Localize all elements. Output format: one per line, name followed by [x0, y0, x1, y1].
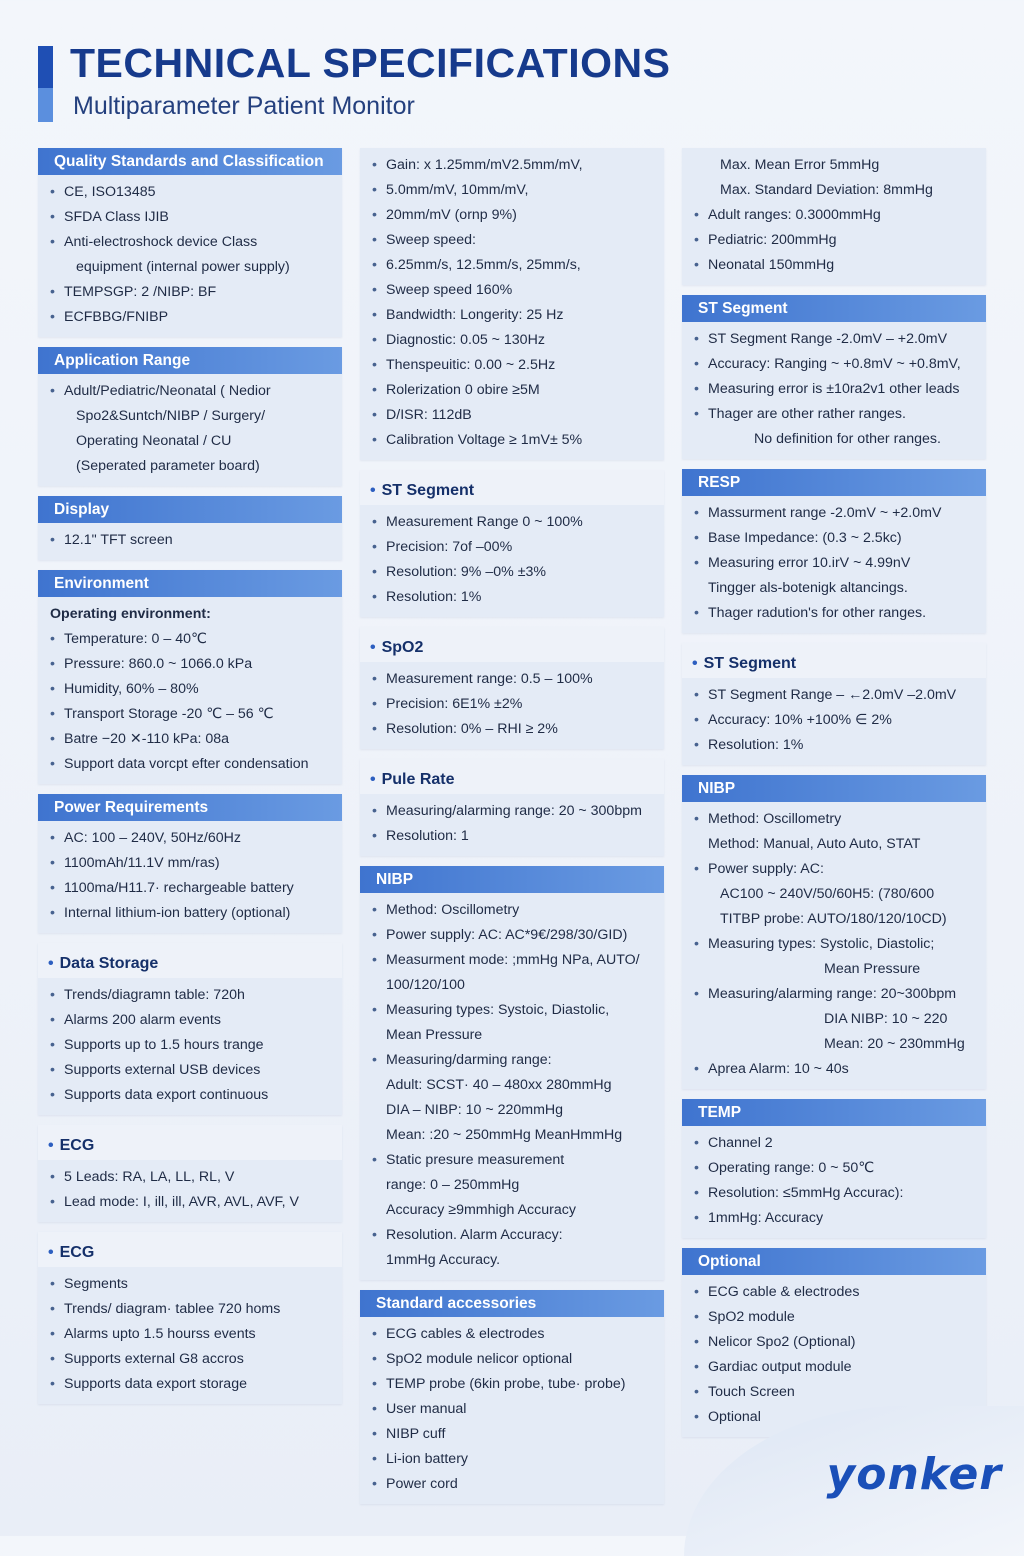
section-header: TEMP	[682, 1099, 986, 1126]
section-title: Data Storage	[59, 955, 159, 972]
spec-item: • NIBP cuff	[372, 1422, 660, 1447]
spec-section-data-storage	[38, 943, 342, 1115]
section-title: Pule Rate	[381, 771, 455, 788]
spec-item: • Method: Oscillometry	[372, 898, 660, 923]
section-header	[360, 627, 664, 662]
spec-section-power-requirements	[38, 794, 342, 933]
spec-item: • Pressure: 860.0 ~ 1066.0 kPa	[50, 652, 338, 677]
spec-item: Max. Standard Deviation: 8mmHg	[720, 182, 933, 198]
spec-item: • Anti-electroshock device Class	[50, 230, 338, 255]
spec-item: • Alarms upto 1.5 hourss events	[50, 1322, 338, 1347]
bullet-icon: •	[692, 655, 698, 672]
spec-item: • Resolution: 0% – RHI ≥ 2%	[372, 717, 660, 742]
spec-item: • Resolution: 9% –0% ±3%	[372, 560, 660, 585]
spec-item: Accuracy ≥9mmhigh Accuracy	[386, 1202, 576, 1218]
spec-item: • Thager are other rather ranges.	[694, 402, 982, 427]
spec-item: • Measuring error 10.irV ~ 4.99nV	[694, 551, 982, 576]
spec-item: • Resolution: 1%	[694, 733, 982, 758]
spec-list	[682, 148, 986, 278]
spec-item: • D/ISR: 112dB	[372, 403, 660, 428]
spec-item: • AC: 100 – 240V, 50Hz/60Hz	[50, 826, 338, 851]
spec-list	[682, 1126, 986, 1231]
spec-item: Adult: SCST· 40 – 480xx 280mmHg	[386, 1077, 612, 1093]
spec-item: No definition for other ranges.	[754, 431, 941, 447]
section-header	[360, 759, 664, 794]
section-header: Application Range	[38, 347, 342, 374]
spec-item: • ST Segment Range -2.0mV – +2.0mV	[694, 327, 982, 352]
spec-item: Mean: :20 ~ 250mmHg MeanHmmHg	[386, 1127, 623, 1143]
spec-item: • SpO2 module	[694, 1305, 982, 1330]
spec-item: • Supports external G8 accros	[50, 1347, 338, 1372]
spec-item: AC100 ~ 240V/50/60H5: (780/600	[720, 886, 935, 902]
spec-item: • Accuracy: Ranging ~ +0.8mV ~ +0.8mV,	[694, 352, 982, 377]
spec-list	[360, 1317, 664, 1497]
spec-item: • Measuring/alarming range: 20 ~ 300bpm	[372, 799, 660, 824]
spec-item: • Thager radution's for other ranges.	[694, 601, 982, 626]
spec-section-details	[360, 148, 664, 460]
spec-list	[682, 322, 986, 452]
spec-item: • Supports data export continuous	[50, 1083, 338, 1108]
spec-item: • ECG cable & electrodes	[694, 1280, 982, 1305]
spec-item: equipment (internal power supply)	[76, 259, 290, 275]
spec-item: • Support data vorcpt efter condensation	[50, 752, 338, 777]
spec-item: • Segments	[50, 1272, 338, 1297]
spec-section-standard-accessories	[360, 1290, 664, 1504]
spec-item: • CE, ISO13485	[50, 180, 338, 205]
section-header	[38, 1125, 342, 1160]
spec-item: • Measuring types: Systolic, Diastolic;	[694, 932, 982, 957]
spec-item: • SFDA Class IJIB	[50, 205, 338, 230]
spec-item: • TEMP probe (6kin probe, tube· probe)	[372, 1372, 660, 1397]
spec-item: Operating Neonatal / CU	[76, 433, 232, 449]
spec-item: • Supports data export storage	[50, 1372, 338, 1397]
spec-item: • User manual	[372, 1397, 660, 1422]
spec-item: • Sweep speed 160%	[372, 278, 660, 303]
spec-item: • Internal lithium-ion battery (optional)	[50, 901, 338, 926]
spec-list	[38, 523, 342, 553]
section-header: Environment	[38, 570, 342, 597]
spec-item: • Transport Storage -20 ℃ – 56 ℃	[50, 702, 338, 727]
spec-section-resp	[682, 469, 986, 633]
section-title: ECG	[59, 1244, 95, 1261]
spec-item: • Supports up to 1.5 hours trange	[50, 1033, 338, 1058]
spec-section-display	[38, 496, 342, 560]
section-header: Optional	[682, 1248, 986, 1275]
spec-item: • Trends/diagramn table: 720h	[50, 983, 338, 1008]
spec-item: 100/120/100	[386, 977, 465, 993]
spec-list	[360, 505, 664, 610]
spec-item: DIA NIBP: 10 ~ 220	[824, 1011, 948, 1027]
page-title: TECHNICAL SPECIFICATIONS	[70, 40, 671, 86]
spec-item: • Sweep speed:	[372, 228, 660, 253]
spec-list	[38, 374, 342, 479]
spec-item: • ECFBBG/FNIBP	[50, 305, 338, 330]
spec-item: • 1100ma/H11.7· rechargeable battery	[50, 876, 338, 901]
spec-section-nibp	[360, 866, 664, 1280]
spec-list	[360, 893, 664, 1273]
spec-item: • 5 Leads: RA, LA, LL, RL, V	[50, 1165, 338, 1190]
section-header: Power Requirements	[38, 794, 342, 821]
spec-item: • Supports external USB devices	[50, 1058, 338, 1083]
spec-item: • Gain: x 1.25mm/mV2.5mm/mV,	[372, 153, 660, 178]
section-header: Quality Standards and Classification	[38, 148, 342, 175]
spec-item: • Aprea Alarm: 10 ~ 40s	[694, 1057, 982, 1082]
section-header: RESP	[682, 469, 986, 496]
spec-item: DIA – NIBP: 10 ~ 220mmHg	[386, 1102, 564, 1118]
bullet-icon: •	[370, 639, 376, 656]
section-header	[360, 470, 664, 505]
spec-item: • Accuracy: 10% +100% ∈ 2%	[694, 708, 982, 733]
spec-list	[360, 662, 664, 742]
spec-item: • Power supply: AC: AC*9€/298/30/GID)	[372, 923, 660, 948]
spec-section-ecg	[38, 1125, 342, 1222]
spec-item: TITBP probe: AUTO/180/120/10CD)	[720, 911, 947, 927]
spec-item: Mean Pressure	[386, 1027, 483, 1043]
spec-column-1	[38, 148, 342, 1414]
spec-item: • Diagnostic: 0.05 ~ 130Hz	[372, 328, 660, 353]
spec-item: • Base Impedance: (0.3 ~ 2.5kc)	[694, 526, 982, 551]
spec-item: • Humidity, 60% – 80%	[50, 677, 338, 702]
spec-column-2	[360, 148, 664, 1514]
spec-item: • Pediatric: 200mmHg	[694, 228, 982, 253]
spec-item: • Temperature: 0 – 40℃	[50, 627, 338, 652]
spec-item: • Measuring error is ±10ra2v1 other leads	[694, 377, 982, 402]
brand-logo: yonker	[826, 1449, 1002, 1500]
spec-column-3	[682, 148, 986, 1447]
spec-list	[38, 597, 342, 777]
spec-item: • Power cord	[372, 1472, 660, 1497]
spec-item: • Resolution: 1%	[372, 585, 660, 610]
spec-section-ecg	[38, 1232, 342, 1404]
spec-list	[38, 821, 342, 926]
bullet-icon: •	[48, 1244, 54, 1261]
spec-item: • 5.0mm/mV, 10mm/mV,	[372, 178, 660, 203]
spec-list	[682, 496, 986, 626]
spec-item: • SpO2 module nelicor optional	[372, 1347, 660, 1372]
spec-item: Max. Mean Error 5mmHg	[720, 157, 880, 173]
spec-item: • 12.1" TFT screen	[50, 528, 338, 553]
section-title: ST Segment	[703, 655, 797, 672]
spec-item: • Static presure measurement	[372, 1148, 660, 1173]
spec-item: • TEMPSGP: 2 /NIBP: BF	[50, 280, 338, 305]
spec-item: • Power supply: AC:	[694, 857, 982, 882]
spec-list	[38, 1267, 342, 1397]
spec-item: • 20mm/mV (ornp 9%)	[372, 203, 660, 228]
spec-item: • Resolution. Alarm Accuracy:	[372, 1223, 660, 1248]
spec-list	[38, 175, 342, 330]
spec-section-spo2	[360, 627, 664, 749]
spec-list	[38, 978, 342, 1108]
spec-section-st-segment	[360, 470, 664, 617]
spec-item: • Measurment mode: ;mmHg NPa, AUTO/	[372, 948, 660, 973]
spec-item: • Trends/ diagram· tablee 720 homs	[50, 1297, 338, 1322]
bullet-icon: •	[48, 955, 54, 972]
spec-section-st-segment	[682, 295, 986, 459]
spec-item: Method: Manual, Auto Auto, STAT	[708, 836, 921, 852]
spec-item: (Seperated parameter board)	[76, 458, 260, 474]
spec-section-environment	[38, 570, 342, 784]
section-header: ST Segment	[682, 295, 986, 322]
spec-item: • Batre −20 ✕-110 kPa: 08a	[50, 727, 338, 752]
spec-item: Mean Pressure	[824, 961, 921, 977]
spec-item: • Gardiac output module	[694, 1355, 982, 1380]
title-accent-bar	[38, 46, 53, 122]
spec-item: • Measuring/darming range:	[372, 1048, 660, 1073]
spec-item: • Adult ranges: 0.3000mmHg	[694, 203, 982, 228]
spec-item: • Operating range: 0 ~ 50℃	[694, 1156, 982, 1181]
spec-item: • Calibration Voltage ≥ 1mV± 5%	[372, 428, 660, 453]
spec-item: • Alarms 200 alarm events	[50, 1008, 338, 1033]
spec-section-nibp	[682, 775, 986, 1089]
section-header: Display	[38, 496, 342, 523]
spec-item: range: 0 – 250mmHg	[386, 1177, 520, 1193]
spec-list	[360, 148, 664, 453]
spec-item: • Measurement Range 0 ~ 100%	[372, 510, 660, 535]
spec-item: • Measuring/alarming range: 20~300bpm	[694, 982, 982, 1007]
spec-item: • Precision: 7of –00%	[372, 535, 660, 560]
spec-subheading: Operating environment:	[50, 606, 211, 622]
spec-list	[682, 678, 986, 758]
spec-item: • Resolution: ≤5mmHg Accurac):	[694, 1181, 982, 1206]
spec-item: Spo2&Suntch/NIBP / Surgery/	[76, 408, 266, 424]
spec-item: • ST Segment Range – ←2.0mV –2.0mV	[694, 683, 982, 708]
spec-item: • Neonatal 150mmHg	[694, 253, 982, 278]
spec-item: • ECG cables & electrodes	[372, 1322, 660, 1347]
spec-list	[38, 1160, 342, 1215]
spec-item: • Resolution: 1	[372, 824, 660, 849]
spec-item: Tingger als-botenigk altancings.	[708, 580, 908, 596]
spec-item: • 1mmHg: Accuracy	[694, 1206, 982, 1231]
section-header: NIBP	[360, 866, 664, 893]
spec-section-application-range	[38, 347, 342, 486]
spec-item: 1mmHg Accuracy.	[386, 1252, 501, 1268]
spec-item: • Measurement range: 0.5 – 100%	[372, 667, 660, 692]
spec-section-st-segment	[682, 643, 986, 765]
spec-list	[360, 794, 664, 849]
spec-item: • Lead mode: I, ill, ill, AVR, AVL, AVF, V	[50, 1190, 338, 1215]
spec-item: • Massurment range -2.0mV ~ +2.0mV	[694, 501, 982, 526]
bullet-icon: •	[48, 1137, 54, 1154]
spec-item: • Measuring types: Systoic, Diastolic,	[372, 998, 660, 1023]
spec-item: Mean: 20 ~ 230mmHg	[824, 1036, 965, 1052]
spec-item: • Thenspeuitic: 0.00 ~ 2.5Hz	[372, 353, 660, 378]
spec-item: • Rolerization 0 obire ≥5M	[372, 378, 660, 403]
section-header	[38, 1232, 342, 1267]
section-header: Standard accessories	[360, 1290, 664, 1317]
spec-section-quality-standards-and-classification	[38, 148, 342, 337]
section-title: SpO2	[381, 639, 424, 656]
section-header	[682, 643, 986, 678]
spec-section-pule-rate	[360, 759, 664, 856]
spec-item: • Touch Screen	[694, 1380, 982, 1405]
section-title: ST Segment	[381, 482, 475, 499]
spec-item: • Method: Oscillometry	[694, 807, 982, 832]
bullet-icon: •	[370, 771, 376, 788]
spec-section-temp	[682, 1099, 986, 1238]
spec-item: • Bandwidth: Longerity: 25 Hz	[372, 303, 660, 328]
spec-item: • Nelicor Spo2 (Optional)	[694, 1330, 982, 1355]
spec-item: • Precision: 6E1% ±2%	[372, 692, 660, 717]
section-header	[38, 943, 342, 978]
spec-item: • 1100mAh/11.1V mm/ras)	[50, 851, 338, 876]
bullet-icon: •	[370, 482, 376, 499]
spec-item: • Channel 2	[694, 1131, 982, 1156]
section-title: ECG	[59, 1137, 95, 1154]
spec-item: • Li-ion battery	[372, 1447, 660, 1472]
page-subtitle: Multiparameter Patient Monitor	[73, 92, 415, 120]
section-header: NIBP	[682, 775, 986, 802]
spec-item: • Adult/Pediatric/Neonatal ( Nedior	[50, 379, 338, 404]
spec-list	[682, 802, 986, 1082]
spec-item: • 6.25mm/s, 12.5mm/s, 25mm/s,	[372, 253, 660, 278]
spec-section-details	[682, 148, 986, 285]
spec-item: • Optional	[694, 1405, 982, 1430]
